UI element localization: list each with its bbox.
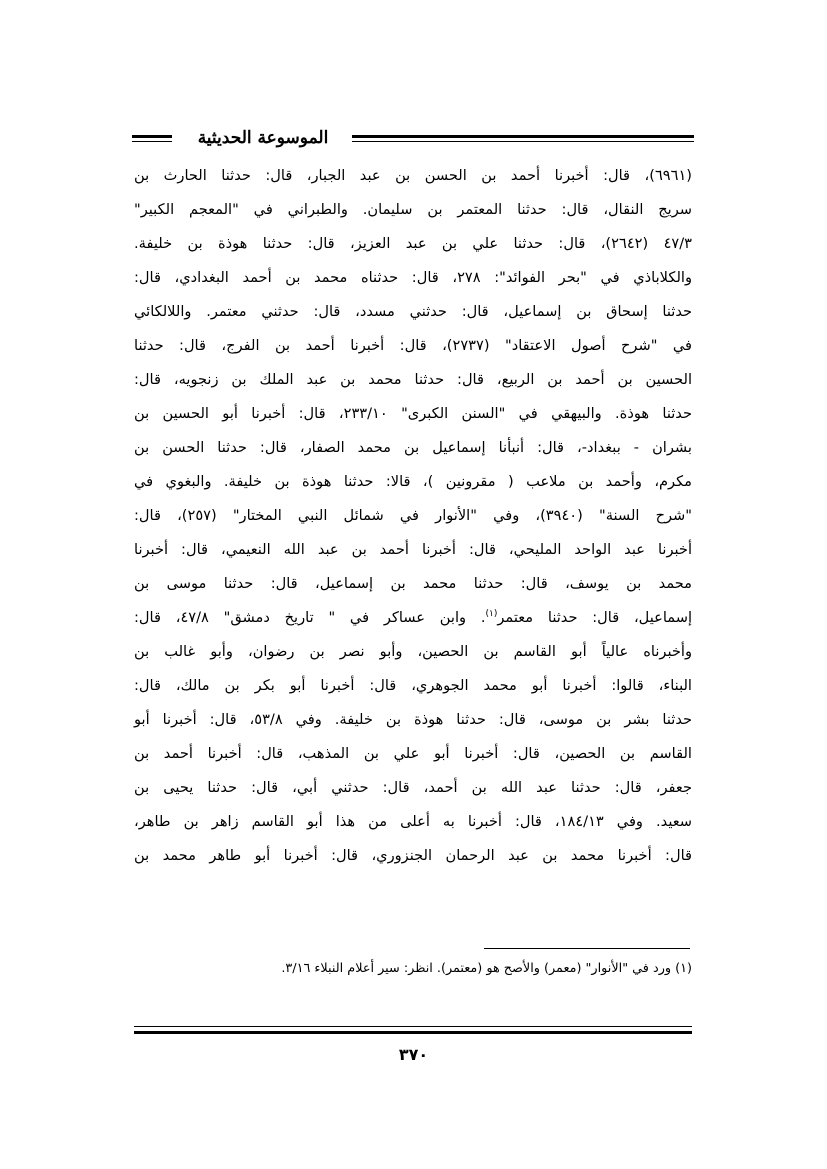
header-title: الموسوعة الحديثية bbox=[197, 128, 329, 148]
text-line: سعيد. وفي ١٨٤/١٣، قال: أخبرنا به أعلى من هذا أبو القاسم زاهر بن طاهر، bbox=[134, 813, 692, 830]
main-text bbox=[134, 159, 692, 873]
text-line: الحسين بن أحمد بن الربيع، قال: حدثنا محمد بن عبد الملك بن زنجويه، قال: bbox=[134, 371, 692, 388]
footnote-reference[interactable]: (١) bbox=[485, 609, 498, 620]
footer-rule bbox=[134, 1026, 692, 1034]
text-line: حدثنا هوذة. والبيهقي في "السنن الكبرى" ٢٣٣/١٠، قال: أخبرنا أبو الحسين بن bbox=[134, 405, 692, 422]
text-line: بشران - ببغداد-، قال: أنبأنا إسماعيل بن محمد الصفار، قال: حدثنا الحسن بن bbox=[134, 439, 692, 456]
text-line: حدثنا إسحاق بن إسماعيل، قال: حدثني مسدد، قال: حدثني معتمر. واللالكائي bbox=[134, 303, 692, 320]
line-segment: . وابن عساكر في " تاريخ دمشق" ٤٧/٨، قال: bbox=[134, 609, 486, 626]
text-line: قال: أخبرنا محمد بن عبد الرحمان الجنزوري، قال: أخبرنا أبو طاهر محمد بن bbox=[134, 847, 692, 864]
text-line: مكرم، وأحمد بن ملاعب ( مقرونين )، قالا: حدثنا هوذة بن خليفة. والبغوي في bbox=[134, 473, 692, 490]
header-rule-left bbox=[132, 135, 172, 142]
text-line: أخبرنا عبد الواحد المليحي، قال: أخبرنا أحمد بن عبد الله النعيمي، قال: أخبرنا bbox=[134, 541, 692, 558]
text-line: (٦٩٦١)، قال: أخبرنا أحمد بن الحسن بن عبد الجبار، قال: حدثنا الحارث بن bbox=[134, 167, 692, 184]
text-line: حدثنا بشر بن موسى، قال: حدثنا هوذة بن خليفة. وفي ٥٣/٨، قال: أخبرنا أبو bbox=[134, 711, 693, 728]
header-rule-right bbox=[352, 135, 694, 142]
footnote-separator bbox=[484, 948, 690, 949]
running-header bbox=[132, 126, 694, 152]
text-line: "شرح السنة" (٣٩٤٠)، وفي "الأنوار في شمائل النبي المختار" (٢٥٧)، قال: bbox=[134, 507, 692, 524]
text-line: القاسم بن الحصين، قال: أخبرنا أبو علي بن المذهب، قال: أخبرنا أحمد بن bbox=[134, 745, 692, 762]
footnote: (١) ورد في "الأنوار" (معمر) والأصح هو (معتمر). انظر: سير أعلام النبلاء ٣/١٦. bbox=[281, 961, 692, 976]
line-segment: إسماعيل، قال: حدثنا معتمر bbox=[497, 609, 693, 626]
text-line: وأخبرناه عالياً أبو القاسم بن الحصين، وأبو نصر بن رضوان، وأبو غالب بن bbox=[134, 643, 692, 660]
text-line: في "شرح أصول الاعتقاد" (٢٧٣٧)، قال: أخبرنا أحمد بن الفرج، قال: حدثنا bbox=[134, 337, 693, 354]
text-line: جعفر، قال: حدثنا عبد الله بن أحمد، قال: حدثني أبي، قال: حدثنا يحيى بن bbox=[134, 779, 692, 796]
text-line-with-footnote-ref bbox=[134, 601, 692, 635]
text-line: سريج النقال، قال: حدثنا المعتمر بن سليمان. والطبراني في "المعجم الكبير" bbox=[134, 201, 692, 218]
text-line: والكلاباذي في "بحر الفوائد": ٢٧٨، قال: حدثناه محمد بن أحمد البغدادي، قال: bbox=[134, 269, 692, 286]
text-line: البناء، قالوا: أخبرنا أبو محمد الجوهري، قال: أخبرنا أبو بكر بن مالك، قال: bbox=[134, 677, 692, 694]
text-line: ٤٧/٣ (٢٦٤٢)، قال: حدثنا علي بن عبد العزيز، قال: حدثنا هوذة بن خليفة. bbox=[134, 235, 692, 252]
page-number: ٣٧٠ bbox=[398, 1045, 429, 1064]
text-line: محمد بن يوسف، قال: حدثنا محمد بن إسماعيل، قال: حدثنا موسى بن bbox=[134, 575, 692, 592]
